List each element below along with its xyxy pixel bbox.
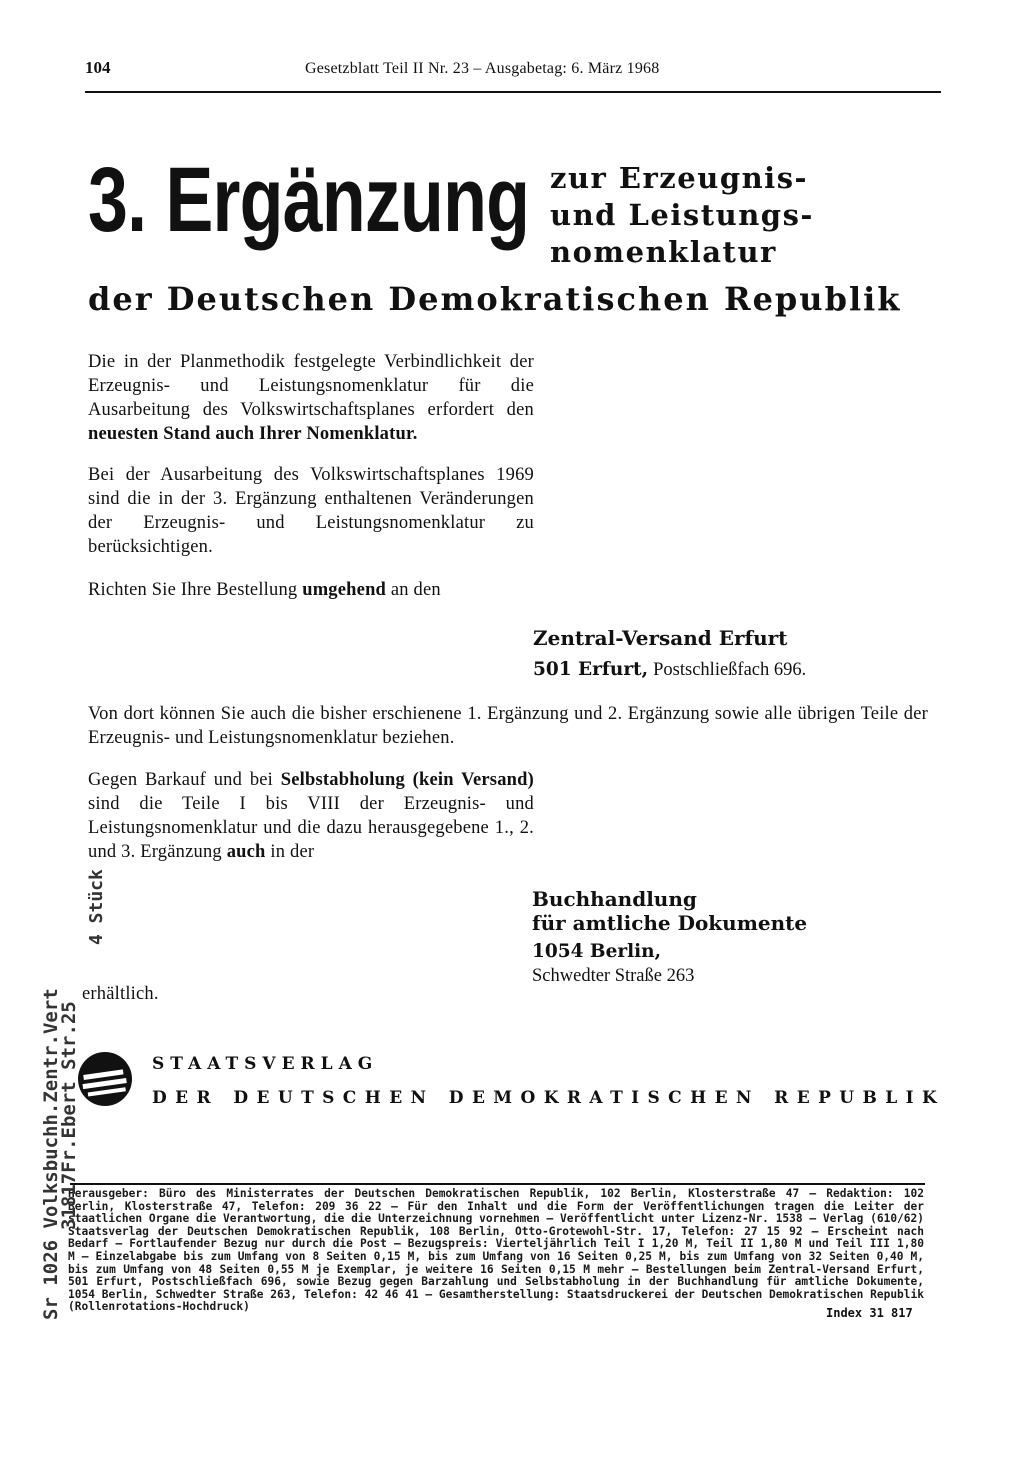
publisher-name-line1: STAATSVERLAG bbox=[152, 1054, 379, 1074]
bookshop-name-line1: Buchhandlung bbox=[532, 887, 697, 911]
paragraph-emphasis: neuesten Stand auch Ihrer Nomenklatur. bbox=[88, 424, 418, 444]
stamp-line-3: 4 Stück bbox=[86, 869, 107, 945]
bookshop-city: 1054 Berlin, bbox=[532, 941, 662, 962]
announcement-side-title bbox=[550, 160, 814, 271]
index-number: Index 31 817 bbox=[826, 1306, 913, 1320]
stamp-line-2: 31817Fr.Ebert Str.25 bbox=[58, 1001, 80, 1230]
bookshop-street: Schwedter Straße 263 bbox=[532, 966, 695, 986]
footer-rule bbox=[70, 1183, 925, 1185]
paragraph-order-request bbox=[88, 578, 534, 602]
side-title-line: und Leistungs- bbox=[550, 198, 814, 232]
page-header bbox=[85, 58, 941, 92]
side-title-line: nomenklatur bbox=[550, 235, 777, 269]
paragraph-available: erhältlich. bbox=[82, 984, 159, 1004]
paragraph-text: sind die Teile I bis VIII der Erzeugnis- und Leistungsnomenklatur und die dazu herausgegebene 1., 2. und 3. Ergänzung bbox=[88, 794, 534, 862]
paragraph-text: an den bbox=[390, 580, 441, 600]
side-title-line: zur Erzeugnis- bbox=[550, 161, 809, 195]
paragraph-emphasis: Selbstabholung (kein Versand) bbox=[280, 770, 534, 790]
announcement-subtitle: der Deutschen Demokratischen Republik bbox=[88, 280, 902, 318]
paragraph-text: in der bbox=[270, 842, 315, 862]
paragraph-emphasis: auch bbox=[226, 842, 266, 862]
zentral-versand-postbox: Postschließfach 696. bbox=[653, 660, 807, 680]
paragraph-text: Die in der Planmethodik festgelegte Verbindlichkeit der Erzeugnis- und Leistungsnomenklatur für die Ausarbeitung des Volkswirtschaftsplanes erfordert den bbox=[88, 352, 534, 420]
paragraph-binding-requirement bbox=[88, 350, 534, 446]
publisher-name-line2: DER DEUTSCHEN DEMOKRATISCHEN REPUBLIK bbox=[152, 1088, 946, 1108]
announcement-big-title: 3. Ergänzung bbox=[88, 149, 530, 251]
paragraph-planning-1969: Bei der Ausarbeitung des Volkswirtschaftsplanes 1969 sind die in der 3. Ergänzung enthaltenen Veränderungen der Erzeugnis- und Leistungsnomenklatur zu berücksichtigen. bbox=[88, 465, 534, 557]
header-rule bbox=[85, 91, 941, 93]
paragraph-text: Gegen Barkauf und bei bbox=[88, 770, 274, 790]
zentral-versand-city: 501 Erfurt, bbox=[533, 659, 649, 680]
paragraph-emphasis: umgehend bbox=[302, 580, 387, 600]
zentral-versand-name: Zentral-Versand Erfurt bbox=[533, 626, 788, 650]
stamp-line-1: Sr 1026 Volksbuchh.Zentr.Vert bbox=[40, 988, 62, 1320]
staatsverlag-logo-icon bbox=[76, 1050, 134, 1108]
zentral-versand-address bbox=[533, 659, 806, 681]
gazette-header-title: Gesetzblatt Teil II Nr. 23 – Ausgabetag: 6. März 1968 bbox=[305, 60, 660, 77]
bookshop-name-line2: für amtliche Dokumente bbox=[532, 911, 808, 935]
paragraph-text: Richten Sie Ihre Bestellung bbox=[88, 580, 298, 600]
imprint-text: Herausgeber: Büro des Ministerrates der Deutschen Demokratischen Republik, 102 Berlin, Klosterstraße 47 – Redaktion: 102 Berlin, Klosterstraße 47, Telefon: 209 36 22 – Für den Inhalt und die Form der Veröffentlichungen tragen die Leiter der staatlichen Organe die Verantwortung, die die Unterzeichnung vornehmen – Veröffentlicht unter Lizenz-Nr. 1538 – Verlag (610/62) Staatsverlag der Deutschen Demokratischen Republik, 108 Berlin, Otto-Grotewohl-Str. 17, Telefon: 27 15 92 – Erscheint nach Bedarf – Fortlaufender Bezug nur durch die Post – Bezugspreis: Vierteljährlich Teil I 1,20 M, Teil II 1,80 M und Teil III 1,80 M – Einzelabgabe bis zum Umfang von 8 Seiten 0,15 M, bis zum Umfang von 16 Seiten 0,25 M, bis zum Umfang von 32 Seiten 0,40 M, bis zum Umfang von 48 Seiten 0,55 M je Exemplar, je weitere 16 Seiten 0,15 M mehr – Bestellungen beim Zentral-Versand Erfurt, 501 Erfurt, Postschließfach 696, sowie Bezug gegen Barzahlung und Selbstabholung in der Buchhandlung für amtliche Dokumente, 1054 Berlin, Schwedter Straße 263, Telefon: 42 46 41 – Gesamtherstellung: Staatsdruckerei der Deutschen Demokratischen Republik (Rollenrotations-Hochdruck) bbox=[68, 1187, 924, 1314]
page-number: 104 bbox=[85, 58, 111, 77]
paragraph-pickup bbox=[88, 768, 534, 864]
paragraph-other-parts: Von dort können Sie auch die bisher erschienene 1. Ergänzung und 2. Ergänzung sowie alle übrigen Teile der Erzeugnis- und Leistungsnomenklatur beziehen. bbox=[88, 704, 928, 748]
